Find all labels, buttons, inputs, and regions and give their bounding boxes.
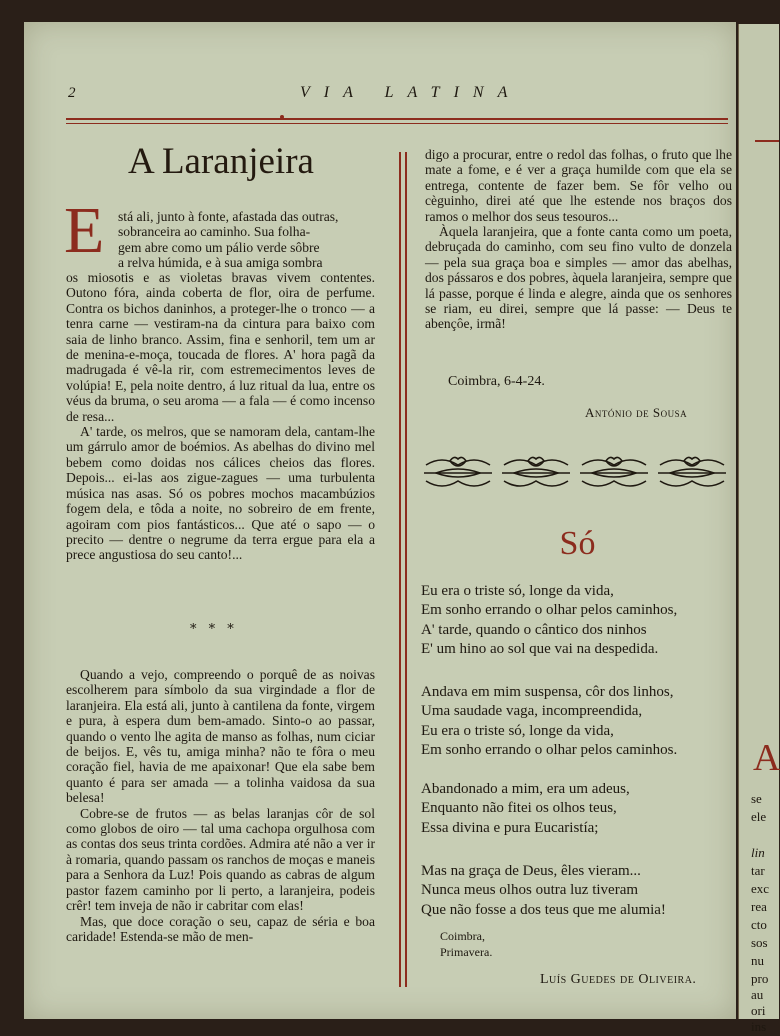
poem-line: Andava em mim suspensa, côr dos linhos,	[421, 684, 674, 700]
adjacent-fragment: rea	[751, 899, 767, 914]
poem-place: Coimbra,	[440, 929, 485, 943]
decorative-ornament	[422, 453, 732, 493]
column-divider-right	[405, 152, 407, 987]
poem-line: Enquanto não fitei os olhos teus,	[421, 800, 617, 817]
adjacent-fragment: ori	[751, 1003, 766, 1018]
poem-line: A' tarde, quando o cântico dos ninhos	[421, 621, 647, 638]
adjacent-fragment: se	[751, 791, 762, 806]
poem-line: Nunca meus olhos outra luz tiveram	[421, 882, 639, 899]
paragraph: os miosotis e as violetas bravas vivem contentes. Outono fóra, ainda coberta de flor, oira de perfume. Contra os bichos daninhos, a proteger-lhe o tronco — a tenra carne — vestiram-na da cintura para baixo com saia de linho branco. Assim, fina e senhoril, tem um ar de menina-e-moça, toucada de flores. A' hora pagã da madrugada é vê-la rir, com estremecimentos leves de volúpia! E, pela noite dentro, á luz ritual da lua, entre os véus da bruma, o seu aroma — a fala — é como incenso de resa...	[66, 270, 375, 424]
adjacent-page-big-letter: A	[753, 737, 780, 779]
adjacent-fragment: pro	[751, 971, 769, 986]
paragraph: Àquela laranjeira, que a fonte canta como um poeta, debruçada do caminho, com seu fino vulto de donzela — pela sua graça boa e simples — amor das abelhas, dos pássaros e dos pobres, àquela laranjeira, sempre que lá passe, porque é linda e alegre, ainda que os senhores se riam, eu direi, sempre que lá passe: — Deus te abençôe, irmã!	[425, 224, 732, 332]
article-place-date: Coimbra, 6-4-24.	[448, 374, 545, 389]
column-divider-left	[399, 152, 401, 987]
adjacent-fragment: ins	[751, 1019, 767, 1034]
paragraph: digo a procurar, entre o redol das folhas, o fruto que lhe mate a fome, e é ver a graça humilde com que ela se entrega, contente de fazer bem. Se fôr velho ou cèguinho, direi até que lhe estende nos braços dos ramos o melhor dos seus tesouros...	[425, 147, 732, 224]
poem-title: Só	[559, 525, 596, 562]
poem-line: E' um hino ao sol que vai na despedida.	[421, 640, 659, 657]
article-body-left	[66, 270, 375, 563]
section-separator: * * *	[190, 622, 238, 637]
poem-line: Em sonho errando o olhar pelos caminhos.	[421, 741, 678, 758]
poem-season: Primavera.	[440, 945, 493, 959]
paragraph: Cobre-se de frutos — as belas laranjas côr de sol como globos de oiro — tal uma cachopa orgulhosa com as contas dos seus trinta cordões. Admira até não a ver ir à romaria, quando passam os ranchos de moças e maneis para a Senhora da Luz! Pois quando as cabras de algum pastor fazem caminho por li perto, a laranjeira, podeis crêr! tem inveja de não ir cabritar com elas!	[66, 805, 375, 914]
adjacent-fragment: ele	[751, 809, 767, 824]
poem-line: Abandonado a mim, era um adeus,	[421, 781, 630, 797]
ornament-motif	[502, 457, 570, 486]
adjacent-fragment: lin	[751, 845, 765, 860]
poem-author: Luís Guedes de Oliveira.	[540, 972, 697, 987]
poem-stanza-4	[421, 862, 666, 920]
adjacent-fragment: nu	[751, 953, 764, 968]
article-intro-lines	[118, 209, 375, 271]
text-line: gem abre como um pálio verde sôbre	[118, 239, 320, 255]
article-author: António de Sousa	[585, 405, 688, 420]
article-title: A Laranjeira	[128, 141, 314, 182]
paragraph: Quando a vejo, compreendo o porquê de as noivas escolherem para símbolo da sua virgindade a flor de laranjeira. Ela está ali, junto à cantilena da fonte, virgem e pura, à espera dum bem-amado. Sinto-o ao passar, quando o vento lhe agita de manso as folhas, num ciciar de beijos. E, vês tu, amiga minha? não te fôra o meu coração fiel, havia de me apaixonar! Que ela sabe bem quanto é para ser amada — a tolinha vaidosa da sua belesa!	[66, 667, 375, 806]
poem-line: Eu era o triste só, longe da vida,	[421, 583, 614, 599]
header-rule-top	[66, 118, 728, 120]
header-dot	[280, 115, 284, 119]
adjacent-page-rule	[755, 140, 779, 142]
adjacent-fragment: exc	[751, 881, 770, 896]
poem-line: Eu era o triste só, longe da vida,	[421, 722, 614, 739]
adjacent-fragment: cto	[751, 917, 767, 932]
adjacent-fragment: au	[751, 987, 764, 1002]
poem-stanza-2	[421, 683, 677, 760]
poem-line: Essa divina e pura Eucaristía;	[421, 819, 599, 836]
text-line: sobranceira ao caminho. Sua folha-	[118, 224, 311, 240]
adjacent-page-edge	[738, 24, 780, 1034]
ornament-motif	[424, 457, 492, 486]
ornament-motif	[580, 457, 648, 486]
poem-line: Uma saudade vaga, incompreendida,	[421, 703, 643, 720]
poem-line: Em sonho errando o olhar pelos caminhos,	[421, 602, 678, 619]
text-line: a relva húmida, e à sua amiga sombra	[118, 255, 323, 271]
poem-line: Mas na graça de Deus, êles vieram...	[421, 863, 641, 879]
header-rule-bottom	[66, 123, 728, 124]
drop-cap: E	[64, 194, 105, 267]
journal-title: VIA LATINA	[300, 84, 522, 101]
paragraph: Mas, que doce coração o seu, capaz de séria e boa caridade! Estenda-se mão de men-	[66, 913, 375, 944]
adjacent-fragment: tar	[751, 863, 765, 878]
poem-place-date	[440, 928, 492, 960]
poem-stanza-3	[421, 780, 630, 838]
article-body-left-2	[66, 667, 375, 944]
poem-line: Que não fosse a dos teus que me alumia!	[421, 901, 666, 918]
ornament-motif	[658, 457, 726, 486]
paragraph: A' tarde, os melros, que se namoram dela, cantam-lhe um gárrulo amor de boémios. As abelhas do divino mel bebem como doidas nos cálices cheios das flores. Depois... ei-las aos zigue-zagues — uma turbulenta música nas asas. Só os pobres mochos macambúzios fogem dela, e tôda a noite, no sobreiro de em frente, agoiram com pios fantásticos... Que até o sapo — o precito — dentre o negrume da terra ergue para ela a prece angustiosa do seu canto!...	[66, 424, 375, 563]
page-number: 2	[68, 85, 76, 101]
poem-stanza-1	[421, 582, 677, 659]
article-body-right	[425, 147, 732, 332]
adjacent-fragment: sos	[751, 935, 768, 950]
text-line: stá ali, junto à fonte, afastada das outras,	[118, 209, 339, 224]
